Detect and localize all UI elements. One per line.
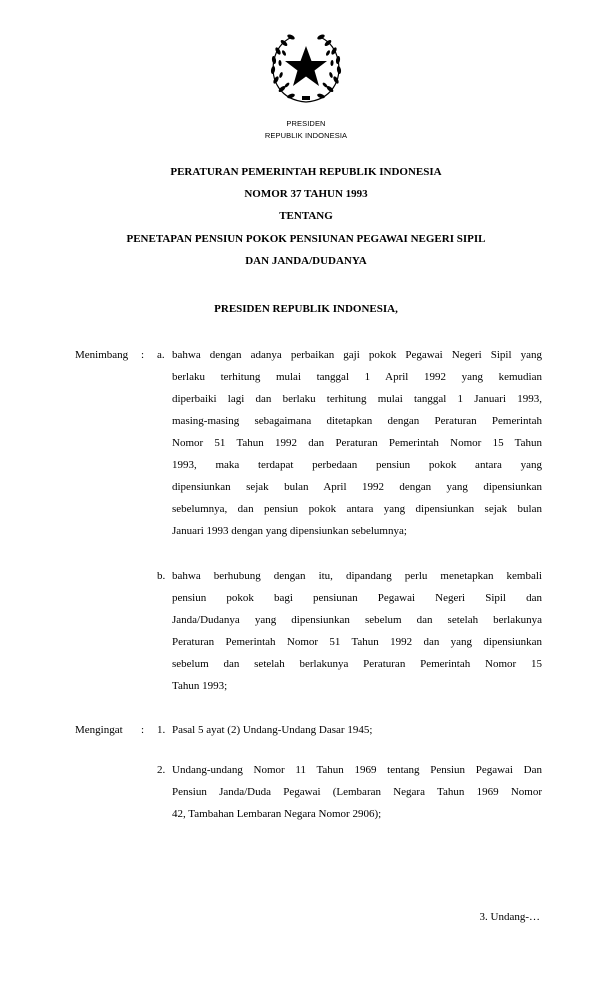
text-line: Undang-undang Nomor 11 Tahun 1969 tentang Pensiun Pegawai Dan: [172, 764, 542, 776]
text-line: sebelumnya, dan pensiun pokok antara yang dipensiunkan sejak bulan: [172, 503, 542, 515]
text-line: diperbaiki lagi dan berlaku terhitung mulai tanggal 1 Januari 1993,: [172, 393, 542, 405]
president-heading: PRESIDEN REPUBLIK INDONESIA,: [214, 303, 398, 315]
text-line: Nomor 51 Tahun 1992 dan Peraturan Pemerintah Nomor 15 Tahun: [172, 437, 542, 449]
regulation-title: PERATURAN PEMERINTAH REPUBLIK INDONESIA: [170, 166, 442, 178]
clause-b-marker: b.: [157, 570, 166, 582]
menimbang-colon: :: [141, 349, 145, 361]
text-line: 42, Tambahan Lembaran Negara Nomor 2906);: [172, 808, 382, 820]
text-line: Januari 1993 dengan yang dipensiunkan sebelumnya;: [172, 525, 407, 537]
seal-caption-republik: REPUBLIK INDONESIA: [264, 131, 348, 140]
clause-a-text: [172, 344, 542, 542]
text-line: masing-masing sebagaimana ditetapkan dengan Peraturan Pemerintah: [172, 415, 542, 427]
mengingat-colon: :: [141, 724, 145, 736]
item-2-text: [172, 759, 542, 825]
clause-a-marker: a.: [157, 349, 165, 361]
menimbang-label: Menimbang: [75, 349, 129, 361]
mengingat-label: Mengingat: [75, 724, 123, 736]
text-line: Peraturan Pemerintah Nomor 51 Tahun 1992 dan yang dipensiunkan: [172, 636, 542, 648]
regulation-about: TENTANG: [279, 210, 333, 222]
text-line: 1993, maka terdapat perbedaan pensiun pokok antara yang: [172, 459, 542, 471]
text-line: sebelum dan setelah berlakunya Peraturan Pemerintah Nomor 15: [172, 658, 542, 670]
text-line: Janda/Dudanya yang dipensiunkan sebelum dan setelah berlakunya: [172, 614, 542, 626]
item-2-marker: 2.: [157, 764, 166, 776]
regulation-subject-line1: PENETAPAN PENSIUN POKOK PENSIUNAN PEGAWAI NEGERI SIPIL: [126, 233, 486, 245]
text-line: Tahun 1993;: [172, 680, 228, 692]
regulation-number: NOMOR 37 TAHUN 1993: [244, 188, 368, 200]
text-line: Pensiun Janda/Duda Pegawai (Lembaran Negara Tahun 1969 Nomor: [172, 786, 542, 798]
text-line: dipensiunkan sejak bulan April 1992 dengan yang dipensiunkan: [172, 481, 542, 493]
text-line: bahwa dengan adanya perbaikan gaji pokok Pegawai Negeri Sipil yang: [172, 349, 542, 361]
seal-caption-presiden: PRESIDEN: [286, 119, 326, 128]
item-1-marker: 1.: [157, 724, 166, 736]
text-line: Pasal 5 ayat (2) Undang-Undang Dasar 1945;: [172, 724, 373, 736]
text-line: berlaku terhitung mulai tanggal 1 April 1992 yang kemudian: [172, 371, 542, 383]
clause-b-text: [172, 565, 542, 697]
regulation-subject-line2: DAN JANDA/DUDANYA: [245, 255, 367, 267]
presidential-seal-emblem: [266, 30, 346, 106]
item-1-text: [172, 719, 542, 741]
page-continuation: 3. Undang-…: [479, 911, 540, 923]
text-line: pensiun pokok bagi pensiunan Pegawai Negeri Sipil dan: [172, 592, 542, 604]
text-line: bahwa berhubung dengan itu, dipandang perlu menetapkan kembali: [172, 570, 542, 582]
